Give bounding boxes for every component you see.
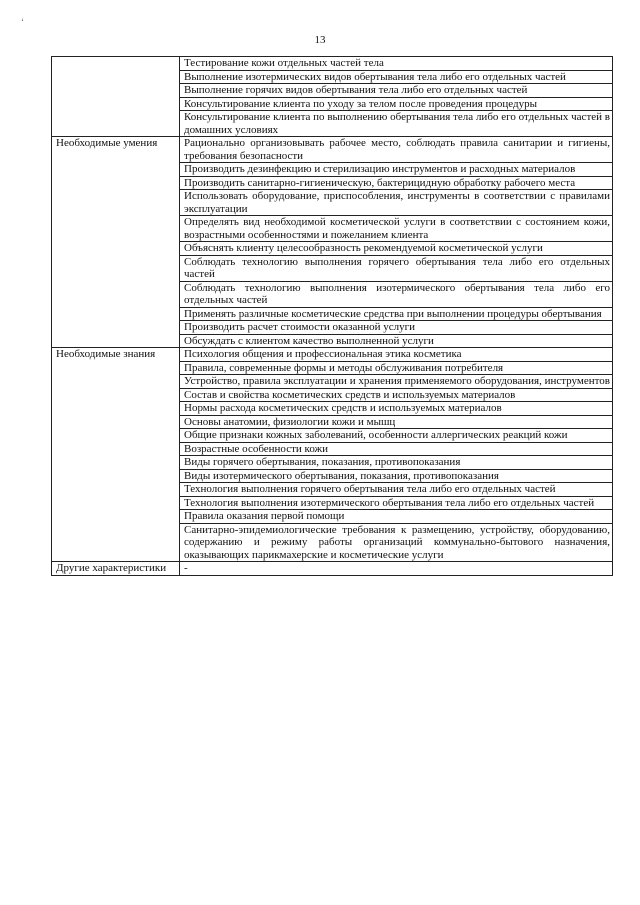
requirement-item: Состав и свойства косметических средств и используемых материалов bbox=[180, 388, 613, 402]
requirement-item: Производить расчет стоимости оказанной услуги bbox=[180, 321, 613, 335]
requirement-item: Технология выполнения изотермического обертывания тела либо его отдельных частей bbox=[180, 496, 613, 510]
requirement-item: Определять вид необходимой косметической услуги в соответствии с состоянием кожи, возрастными особенностями и пожеланием клиента bbox=[180, 216, 613, 242]
requirement-item: Основы анатомии, физиологии кожи и мышц bbox=[180, 415, 613, 429]
requirement-item: Общие признаки кожных заболеваний, особенности аллергических реакций кожи bbox=[180, 429, 613, 443]
requirements-table bbox=[51, 56, 613, 576]
table-row bbox=[52, 57, 613, 71]
requirement-item: Соблюдать технологию выполнения горячего обертывания тела либо его отдельных частей bbox=[180, 255, 613, 281]
requirement-item: Выполнение изотермических видов обертывания тела либо его отдельных частей bbox=[180, 70, 613, 84]
requirement-item: Объяснять клиенту целесообразность рекомендуемой косметической услуги bbox=[180, 242, 613, 256]
requirement-item: Рационально организовывать рабочее место, соблюдать правила санитарии и гигиены, требования безопасности bbox=[180, 137, 613, 163]
requirement-item: Виды изотермического обертывания, показания, противопоказания bbox=[180, 469, 613, 483]
requirement-item: Консультирование клиента по выполнению обертывания тела либо его отдельных частей в домашних условиях bbox=[180, 111, 613, 137]
table-row bbox=[52, 137, 613, 163]
requirement-item: Соблюдать технологию выполнения изотермического обертывания тела либо его отдельных частей bbox=[180, 281, 613, 307]
scan-mark: ‘ bbox=[21, 17, 24, 27]
requirement-item: Психология общения и профессиональная этика косметика bbox=[180, 348, 613, 362]
requirement-item: Тестирование кожи отдельных частей тела bbox=[180, 57, 613, 71]
category-cell: Необходимые знания bbox=[52, 348, 180, 562]
requirement-item: Производить санитарно-гигиеническую, бактерицидную обработку рабочего места bbox=[180, 176, 613, 190]
requirement-item: Виды горячего обертывания, показания, противопоказания bbox=[180, 456, 613, 470]
requirement-item: Возрастные особенности кожи bbox=[180, 442, 613, 456]
table-row bbox=[52, 348, 613, 362]
requirement-item: Производить дезинфекцию и стерилизацию инструментов и расходных материалов bbox=[180, 163, 613, 177]
requirement-item: Консультирование клиента по уходу за телом после проведения процедуры bbox=[180, 97, 613, 111]
table-row bbox=[52, 562, 613, 576]
requirement-item: Устройство, правила эксплуатации и хранения применяемого оборудования, инструментов bbox=[180, 375, 613, 389]
requirement-item: Выполнение горячих видов обертывания тела либо его отдельных частей bbox=[180, 84, 613, 98]
requirement-item: Использовать оборудование, приспособления, инструменты в соответствии с правилами эксплуатации bbox=[180, 190, 613, 216]
requirement-item: Санитарно-эпидемиологические требования к размещению, устройству, оборудованию, содержанию и режиму работы организаций коммунально-бытового назначения, оказывающих парикмахерские и косметические услуги bbox=[180, 523, 613, 562]
category-cell bbox=[52, 57, 180, 137]
requirement-item: Обсуждать с клиентом качество выполненной услуги bbox=[180, 334, 613, 348]
requirement-item: - bbox=[180, 562, 613, 576]
page-number: 13 bbox=[314, 34, 326, 46]
requirement-item: Технология выполнения горячего обертывания тела либо его отдельных частей bbox=[180, 483, 613, 497]
requirement-item: Правила оказания первой помощи bbox=[180, 510, 613, 524]
requirement-item: Нормы расхода косметических средств и используемых материалов bbox=[180, 402, 613, 416]
category-cell: Другие характеристики bbox=[52, 562, 180, 576]
category-cell: Необходимые умения bbox=[52, 137, 180, 348]
requirement-item: Применять различные косметические средства при выполнении процедуры обертывания bbox=[180, 307, 613, 321]
requirement-item: Правила, современные формы и методы обслуживания потребителя bbox=[180, 361, 613, 375]
